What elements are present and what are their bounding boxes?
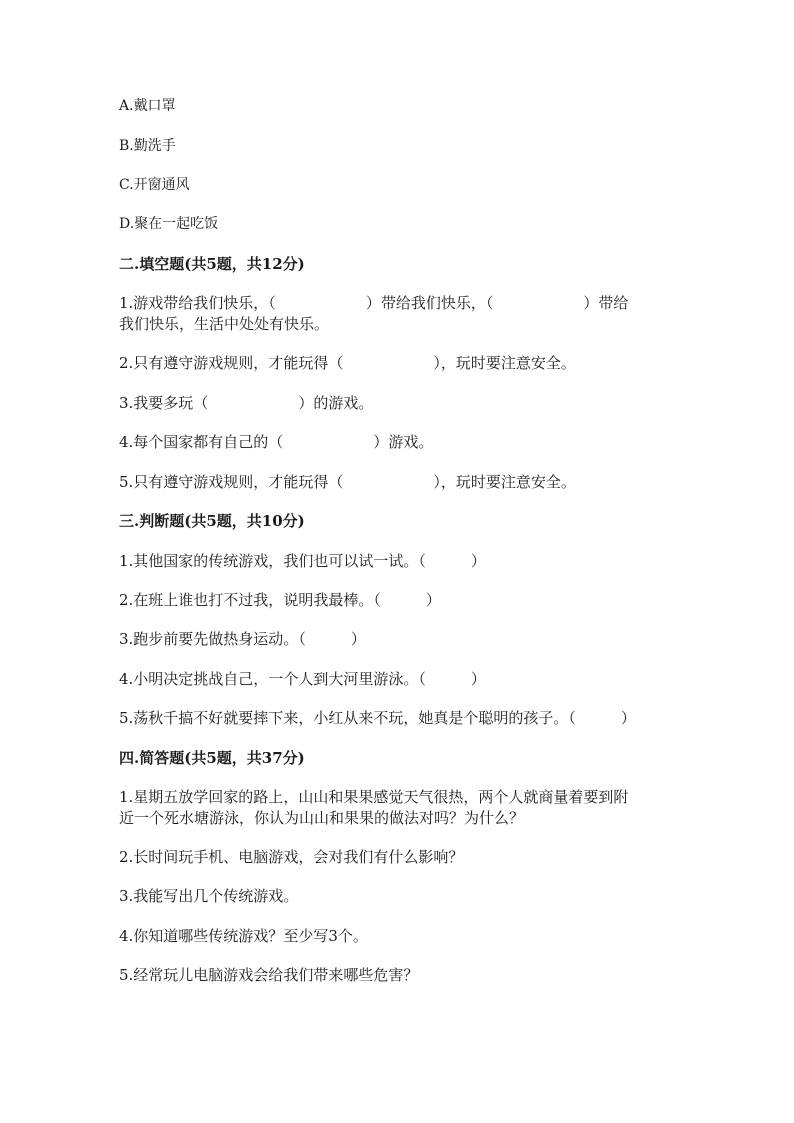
short-question-1-line-2: 近一个死水塘游泳，你认为山山和果果的做法对吗？为什么？ <box>119 809 525 827</box>
judge-question-1: 1.其他国家的传统游戏，我们也可以试一试。（ ） <box>119 552 486 570</box>
option-a: A.戴口罩 <box>119 98 176 114</box>
short-question-1-line-1: 1.星期五放学回家的路上，山山和果果感觉天气很热，两个人就商量着要到附 <box>119 788 629 806</box>
short-question-4: 4.你知道哪些传统游戏？至少写3个。 <box>119 927 368 945</box>
short-question-3: 3.我能写出几个传统游戏。 <box>119 887 299 905</box>
judge-question-3: 3.跑步前要先做热身运动。（ ） <box>119 630 366 648</box>
judge-question-4: 4.小明决定挑战自己，一个人到大河里游泳。（ ） <box>119 670 486 688</box>
judge-question-2: 2.在班上谁也打不过我，说明我最棒。（ ） <box>119 591 441 609</box>
fill-question-3: 3.我要多玩（ ）的游戏。 <box>119 394 374 412</box>
option-b: B.勤洗手 <box>119 138 176 154</box>
judge-question-5: 5.荡秋千搞不好就要摔下来，小红从来不玩，她真是个聪明的孩子。（ ） <box>119 709 636 727</box>
fill-question-2: 2.只有遵守游戏规则，才能玩得（ ），玩时要注意安全。 <box>119 354 576 372</box>
option-d: D.聚在一起吃饭 <box>119 216 219 232</box>
fill-question-4: 4.每个国家都有自己的（ ）游戏。 <box>119 433 434 451</box>
fill-question-1-line-2: 我们快乐，生活中处处有快乐。 <box>119 315 330 333</box>
fill-question-5: 5.只有遵守游戏规则，才能玩得（ ），玩时要注意安全。 <box>119 473 576 491</box>
fill-question-1-line-1: 1.游戏带给我们快乐，（ ）带给我们快乐，（ ）带给 <box>119 294 629 312</box>
section-heading-judgement: 三.判断题(共5题，共10分) <box>119 512 305 530</box>
section-heading-fill-blank: 二.填空题(共5题，共12分) <box>119 255 305 273</box>
short-question-5: 5.经常玩儿电脑游戏会给我们带来哪些危害？ <box>119 966 419 984</box>
section-heading-short-answer: 四.简答题(共5题，共37分) <box>119 749 305 767</box>
option-c: C.开窗通风 <box>119 177 190 193</box>
short-question-2: 2.长时间玩手机、电脑游戏，会对我们有什么影响？ <box>119 848 464 866</box>
